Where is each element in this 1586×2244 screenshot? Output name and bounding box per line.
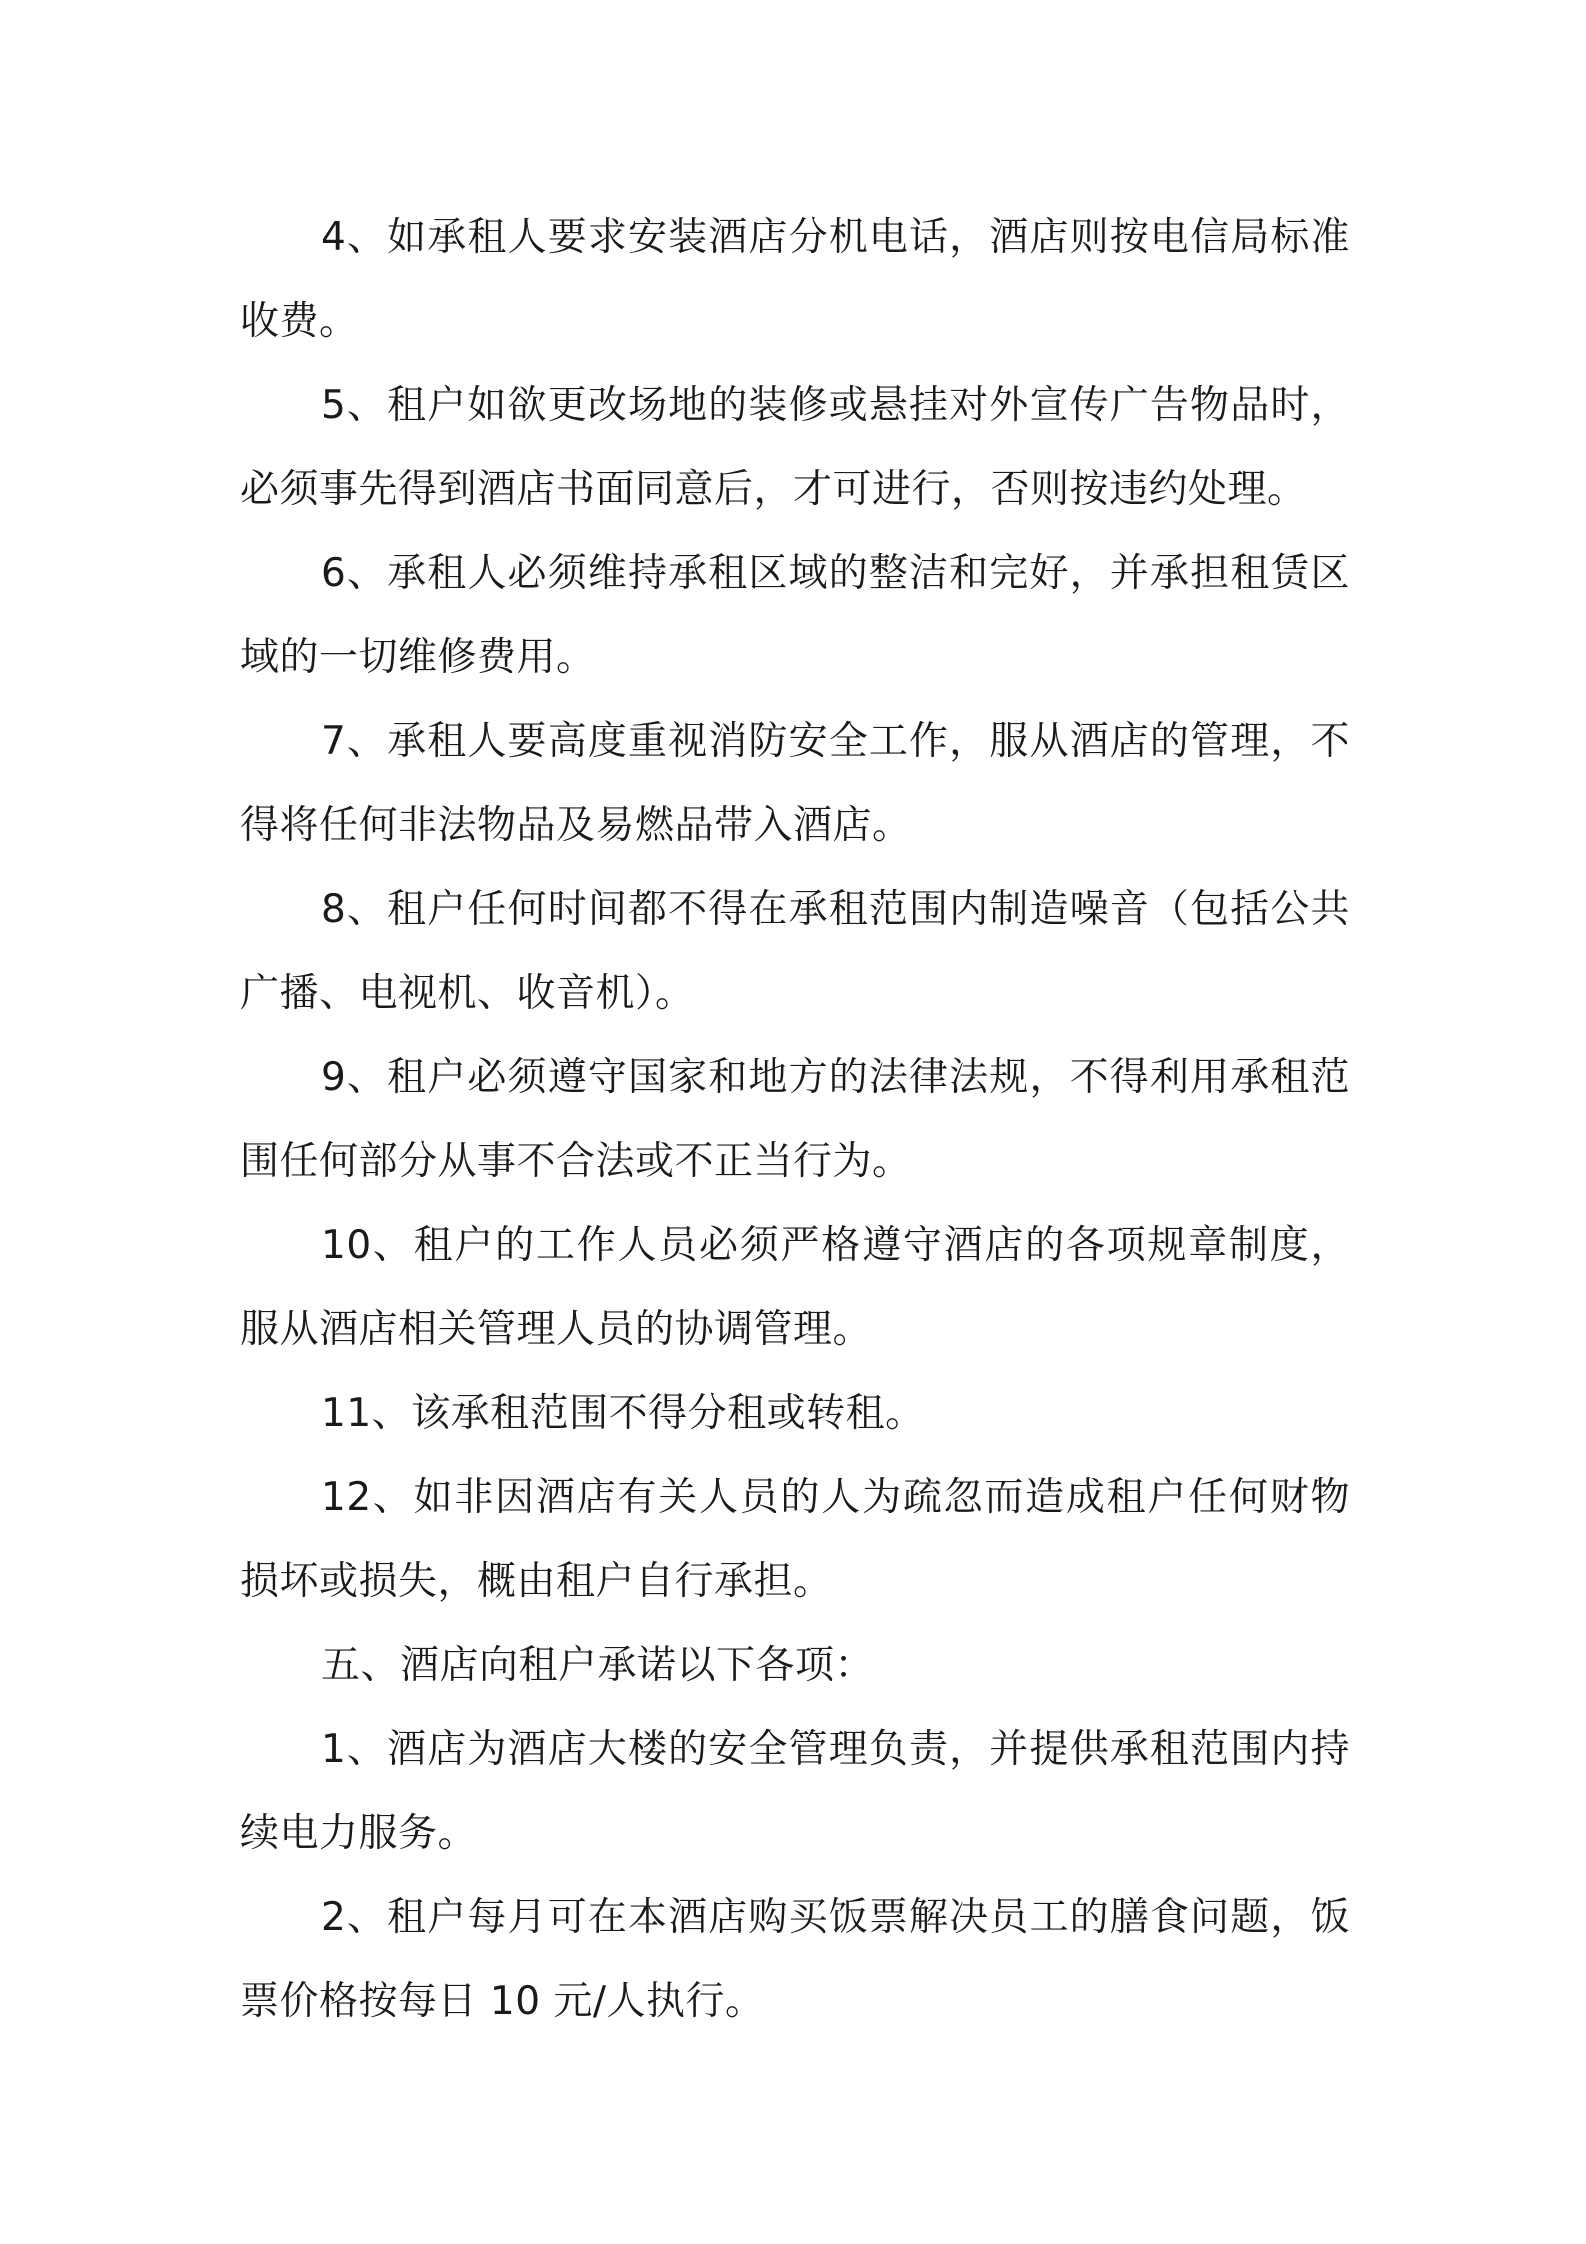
section-heading-five: 五、酒店向租户承诺以下各项： <box>321 1643 875 1688</box>
clause-7: 7、承租人要高度重视消防安全工作，服从酒店的管理，不得将任何非法物品及易燃品带入酒店。 <box>240 719 1350 848</box>
clause-5: 5、租户如欲更改场地的装修或悬挂对外宣传广告物品时，必须事先得到酒店书面同意后，才可进行，否则按违约处理。 <box>240 383 1350 512</box>
clause-8: 8、租户任何时间都不得在承租范围内制造噪音（包括公共广播、电视机、收音机）。 <box>240 887 1350 1016</box>
hotel-commitment-2: 2、租户每月可在本酒店购买饭票解决员工的膳食问题，饭票价格按每日 10 元/人执行。 <box>240 1895 1350 2024</box>
hotel-commitment-1: 1、酒店为酒店大楼的安全管理负责，并提供承租范围内持续电力服务。 <box>240 1727 1350 1856</box>
clause-4: 4、如承租人要求安装酒店分机电话，酒店则按电信局标准收费。 <box>240 215 1350 344</box>
document-body <box>240 196 1350 2044</box>
clause-11: 11、该承租范围不得分租或转租。 <box>321 1391 925 1436</box>
clause-9: 9、租户必须遵守国家和地方的法律法规，不得利用承租范围任何部分从事不合法或不正当行为。 <box>240 1055 1350 1184</box>
clause-6: 6、承租人必须维持承租区域的整洁和完好，并承担租赁区域的一切维修费用。 <box>240 551 1350 680</box>
clause-10: 10、租户的工作人员必须严格遵守酒店的各项规章制度，服从酒店相关管理人员的协调管理。 <box>240 1223 1350 1352</box>
clause-12: 12、如非因酒店有关人员的人为疏忽而造成租户任何财物损坏或损失，概由租户自行承担。 <box>240 1475 1350 1604</box>
